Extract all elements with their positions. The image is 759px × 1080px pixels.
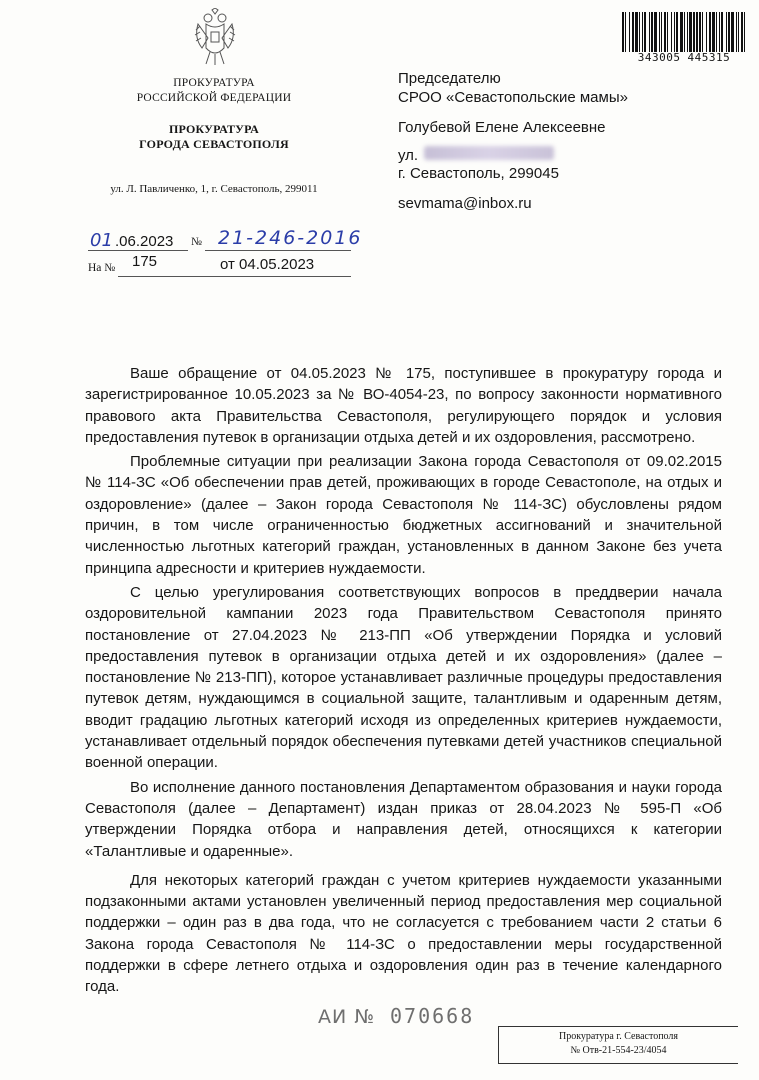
barcode-bar — [625, 12, 626, 52]
org-bold-line2: ГОРОДА СЕВАСТОПОЛЯ — [139, 137, 289, 151]
barcode-bar — [744, 12, 745, 52]
barcode-bar — [639, 12, 640, 52]
barcode-bar — [622, 12, 624, 52]
barcode-bar — [712, 12, 715, 52]
barcode-bar — [659, 12, 660, 52]
barcode-bar — [632, 12, 634, 52]
barcode-bar — [693, 12, 695, 52]
barcode-bar — [684, 12, 685, 52]
barcode-bar — [716, 12, 717, 52]
barcode-bar — [635, 12, 638, 52]
org-name-line2: РОССИЙСКОЙ ФЕДЕРАЦИИ — [136, 92, 292, 104]
paragraph-2: Проблемные ситуации при реализации Закона города Севастополя от 09.02.2015 № 114-ЗС «Об обеспечении прав детей, проживающих в городе Севастополе, на отдых и оздоровление» (далее – Закон города Севастополя № 114-ЗС) обусловлены рядом причин, в том числе ограниченностью бюджетных ассигнований и значительной численностью льготных категорий граждан, установленных в данном Законе без учета принципа адресности и критериев нуждаемости. — [85, 453, 722, 577]
in-reply-date: от 04.05.2023 — [220, 256, 315, 273]
letter-body — [85, 363, 722, 998]
barcode-bar — [689, 12, 692, 52]
barcode-bar — [731, 12, 734, 52]
recipient-street-prefix: ул. — [398, 147, 419, 164]
barcode — [620, 12, 748, 54]
barcode-bar — [642, 12, 643, 52]
barcode-bar — [738, 12, 739, 52]
barcode-bar — [661, 12, 662, 52]
recipient-title: Председателю — [398, 70, 501, 87]
org-bold-line1: ПРОКУРАТУРА — [168, 122, 260, 136]
barcode-bar — [741, 12, 743, 52]
paragraph-5: Для некоторых категорий граждан с учетом критериев нуждаемости указанными подзаконными актами установлен увеличенный период предоставления мер социальной поддержки – один раз в два года, что не согласуется с требованием части 2 статьи 6 Закона города Севастополя № 114-ЗС о предоставлении меры государственной поддержки в сфере летнего отдыха и оздоровления один раз в течение календарного года. — [85, 871, 722, 996]
paragraph-3: С целью урегулирования соответствующих вопросов в преддверии начала оздоровительной кампании 2023 года Правительством Севастополя принято постановление от 27.04.2023 № 213-ПП «Об утверждении Порядка и условий предоставления путевок в организации отдыха детей и их оздоровления» (далее – постановление № 213-ПП), которое устанавливает различные процедуры предоставления путевок детям, нуждающимся в социальной защите, талантливым и одаренным детям, вводит градацию льготных категорий исходя из определенных критериев нуждаемости, устанавливает отдельный порядок обеспечения путевками детей участников специальной военной операции. — [85, 583, 722, 772]
barcode-bar — [706, 12, 707, 52]
barcode-bar — [680, 12, 683, 52]
barcode-bar — [699, 12, 701, 52]
barcode-bar — [726, 12, 727, 52]
barcode-bar — [676, 12, 678, 52]
barcode-bar — [696, 12, 698, 52]
paragraph-4: Во исполнение данного постановления Департаментом образования и науки города Севастополя (далее – Департамент) издан приказ от 28.04.2023 № 595-П «Об утверждении Порядка отбора и направления детей, относящихся к категории «Талантливые и одаренные». — [85, 778, 722, 860]
barcode-bar — [719, 12, 720, 52]
recipient-organization: СРОО «Севастопольские мамы» — [398, 89, 628, 106]
barcode-bar — [687, 12, 688, 52]
barcode-bar — [702, 12, 703, 52]
barcode-bar — [721, 12, 723, 52]
barcode-bar — [736, 12, 737, 52]
barcode-bar — [654, 12, 657, 52]
ai-number: 070668 — [390, 1004, 475, 1028]
barcode-bar — [664, 12, 666, 52]
stamp-line2: № Отв-21-554-23/4054 — [570, 1045, 667, 1056]
ai-label: АИ № — [318, 1006, 376, 1028]
barcode-bar — [728, 12, 730, 52]
coat-of-arms-emblem — [192, 8, 238, 66]
barcode-bar — [649, 12, 650, 52]
in-reply-underline — [118, 276, 351, 277]
barcode-bar — [674, 12, 675, 52]
number-sign: № — [191, 236, 202, 248]
barcode-bar — [644, 12, 646, 52]
barcode-number: 343005 445315 — [637, 51, 731, 64]
number-underline — [205, 250, 351, 251]
barcode-bar — [667, 12, 668, 52]
barcode-bar — [651, 12, 653, 52]
date-printed: .06.2023 — [115, 233, 174, 250]
registration-stamp — [498, 1026, 738, 1064]
paragraph-1: Ваше обращение от 04.05.2023 № 175, поступившее в прокуратуру города и зарегистрированное 10.05.2023 за № ВО-4054-23, по вопросу законности нормативного правового акта Правительства Севастополя, регулирующего порядок и условия предоставления путевок в организации отдыха детей и их оздоровления, рассмотрено. — [85, 365, 722, 446]
barcode-bar — [709, 12, 711, 52]
org-name-line1: ПРОКУРАТУРА — [173, 77, 255, 89]
recipient-email: sevmama@inbox.ru — [398, 195, 532, 212]
in-reply-label: На № — [88, 262, 116, 274]
date-underline — [88, 250, 188, 251]
in-reply-number: 175 — [132, 253, 158, 270]
stamp-line1: Прокуратура г. Севастополя — [558, 1031, 678, 1042]
org-address: ул. Л. Павличенко, 1, г. Севастополь, 299011 — [110, 183, 318, 195]
number-handwritten: 21-246-2016 — [218, 227, 363, 249]
recipient-name: Голубевой Елене Алексеевне — [398, 119, 606, 136]
barcode-bar — [629, 12, 630, 52]
redacted-street — [424, 146, 554, 160]
date-handwritten: 01 — [90, 230, 113, 251]
barcode-bar — [671, 12, 672, 52]
recipient-city: г. Севастополь, 299045 — [398, 165, 559, 182]
